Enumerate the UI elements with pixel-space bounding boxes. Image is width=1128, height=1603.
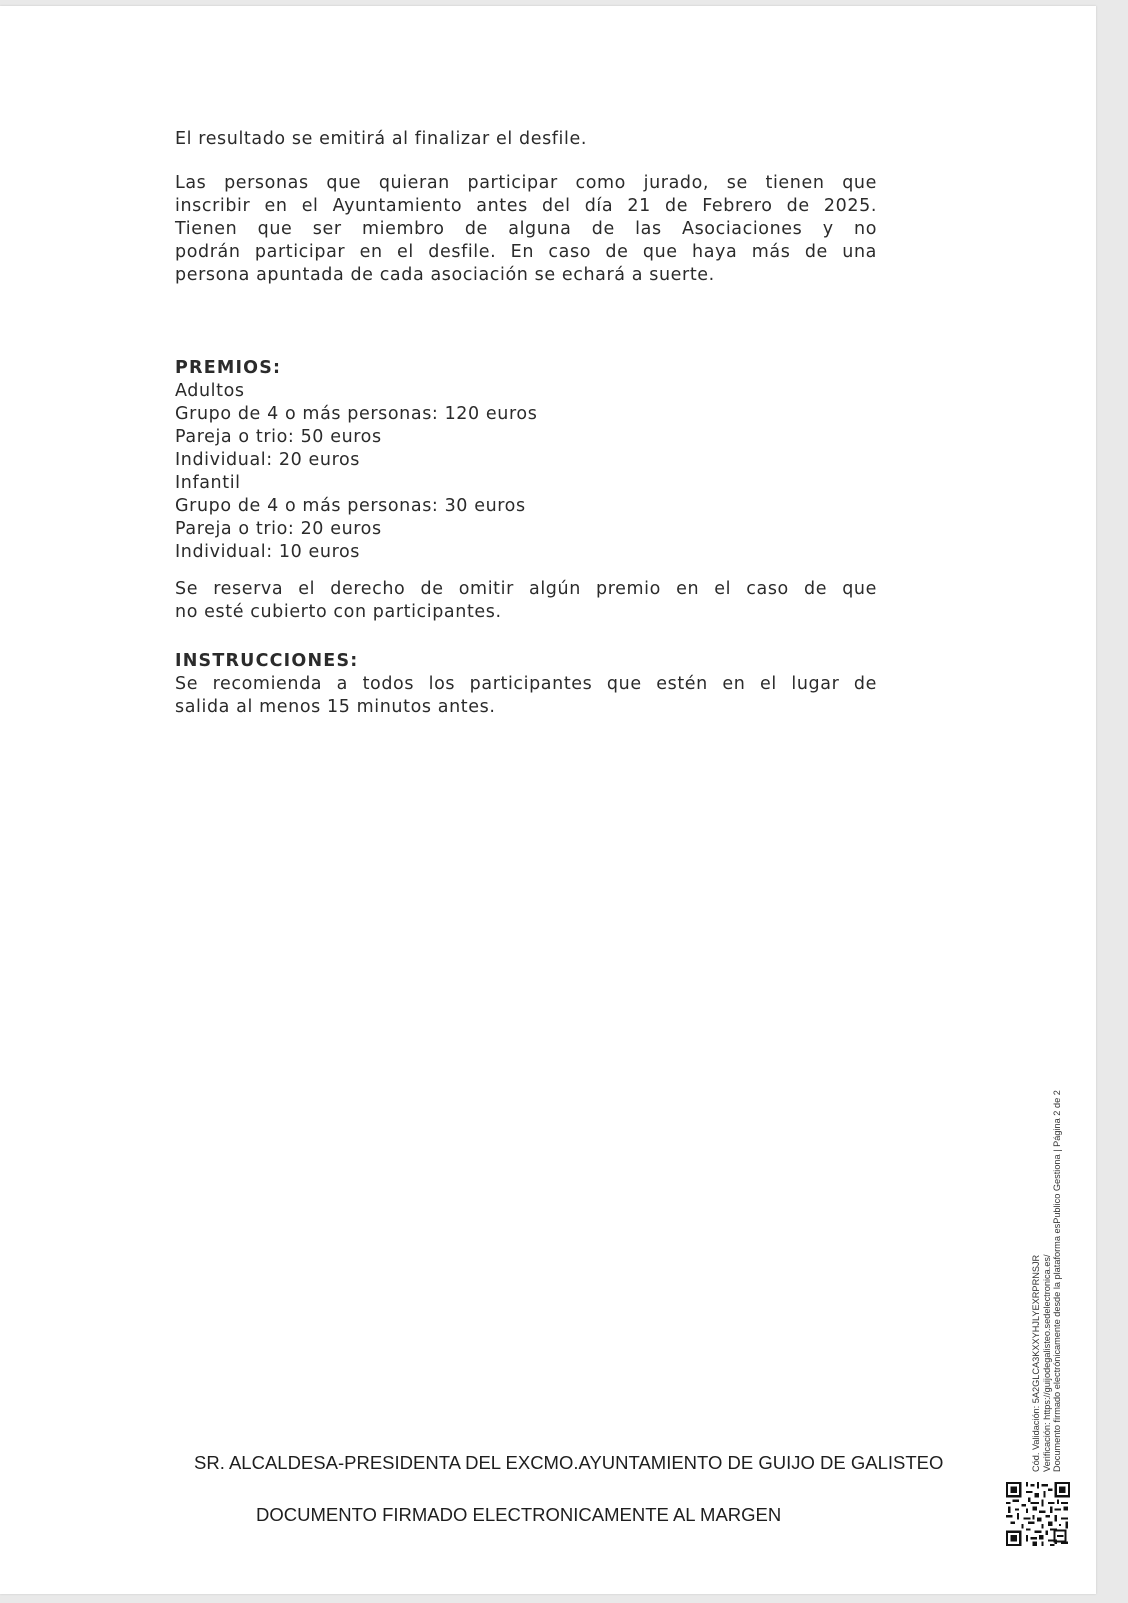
prizes-heading: PREMIOS:: [175, 358, 282, 378]
prize-item: Pareja o trio: 50 euros: [175, 427, 382, 447]
prize-item: Grupo de 4 o más personas: 30 euros: [175, 496, 526, 516]
prizes-children-label: Infantil: [175, 473, 241, 493]
signatory-line: SR. ALCALDESA-PRESIDENTA DEL EXCMO.AYUNTAMIENTO DE GUIJO DE GALISTEO: [194, 1452, 944, 1473]
jury-line: persona apuntada de cada asociación se echará a suerte.: [175, 265, 715, 285]
jury-paragraph: [175, 172, 877, 287]
prizes-adults-label: Adultos: [175, 381, 245, 401]
prize-item: Individual: 10 euros: [175, 542, 361, 562]
instructions-section: [175, 650, 877, 719]
instructions-line: Se recomienda a todos los participantes que estén en el lugar de: [175, 674, 877, 694]
reserve-line: Se reserva el derecho de omitir algún premio en el caso de que: [175, 579, 877, 599]
reserve-line: no esté cubierto con participantes.: [175, 602, 502, 622]
jury-line: podrán participar en el desfile. En caso de que haya más de una: [175, 242, 877, 262]
document-page: [0, 6, 1096, 1594]
prize-item: Grupo de 4 o más personas: 120 euros: [175, 404, 538, 424]
reserve-paragraph: [175, 578, 877, 624]
prize-item: Individual: 20 euros: [175, 450, 361, 470]
qr-code-icon[interactable]: [1006, 1482, 1070, 1546]
verification-url[interactable]: Verificación: https://guijodegalisteo.sedelectronica.es/: [1041, 1254, 1052, 1472]
signed-platform-note: Documento firmado electrónicamente desde la plataforma esPublico Gestiona | Página 2 de 2: [1052, 1090, 1062, 1472]
jury-line: Las personas que quieran participar como jurado, se tienen que: [175, 173, 877, 193]
jury-line: inscribir en el Ayuntamiento antes del día 21 de Febrero de 2025.: [175, 196, 877, 216]
prizes-section: [175, 357, 877, 564]
result-note-text: El resultado se emitirá al finalizar el desfile.: [175, 129, 587, 149]
prize-item: Pareja o trio: 20 euros: [175, 519, 382, 539]
validation-code: Cód. Validación: 5A2GLCA3KXXYHJLYEXRPRNSJR: [1031, 1254, 1041, 1472]
jury-line: Tienen que ser miembro de alguna de las Asociaciones y no: [175, 219, 877, 239]
validation-side-stamp: [1031, 992, 1063, 1472]
signed-electronically-line: DOCUMENTO FIRMADO ELECTRONICAMENTE AL MARGEN: [256, 1504, 782, 1525]
instructions-heading: INSTRUCCIONES:: [175, 651, 359, 671]
instructions-line: salida al menos 15 minutos antes.: [175, 697, 496, 717]
result-note: [175, 128, 877, 151]
